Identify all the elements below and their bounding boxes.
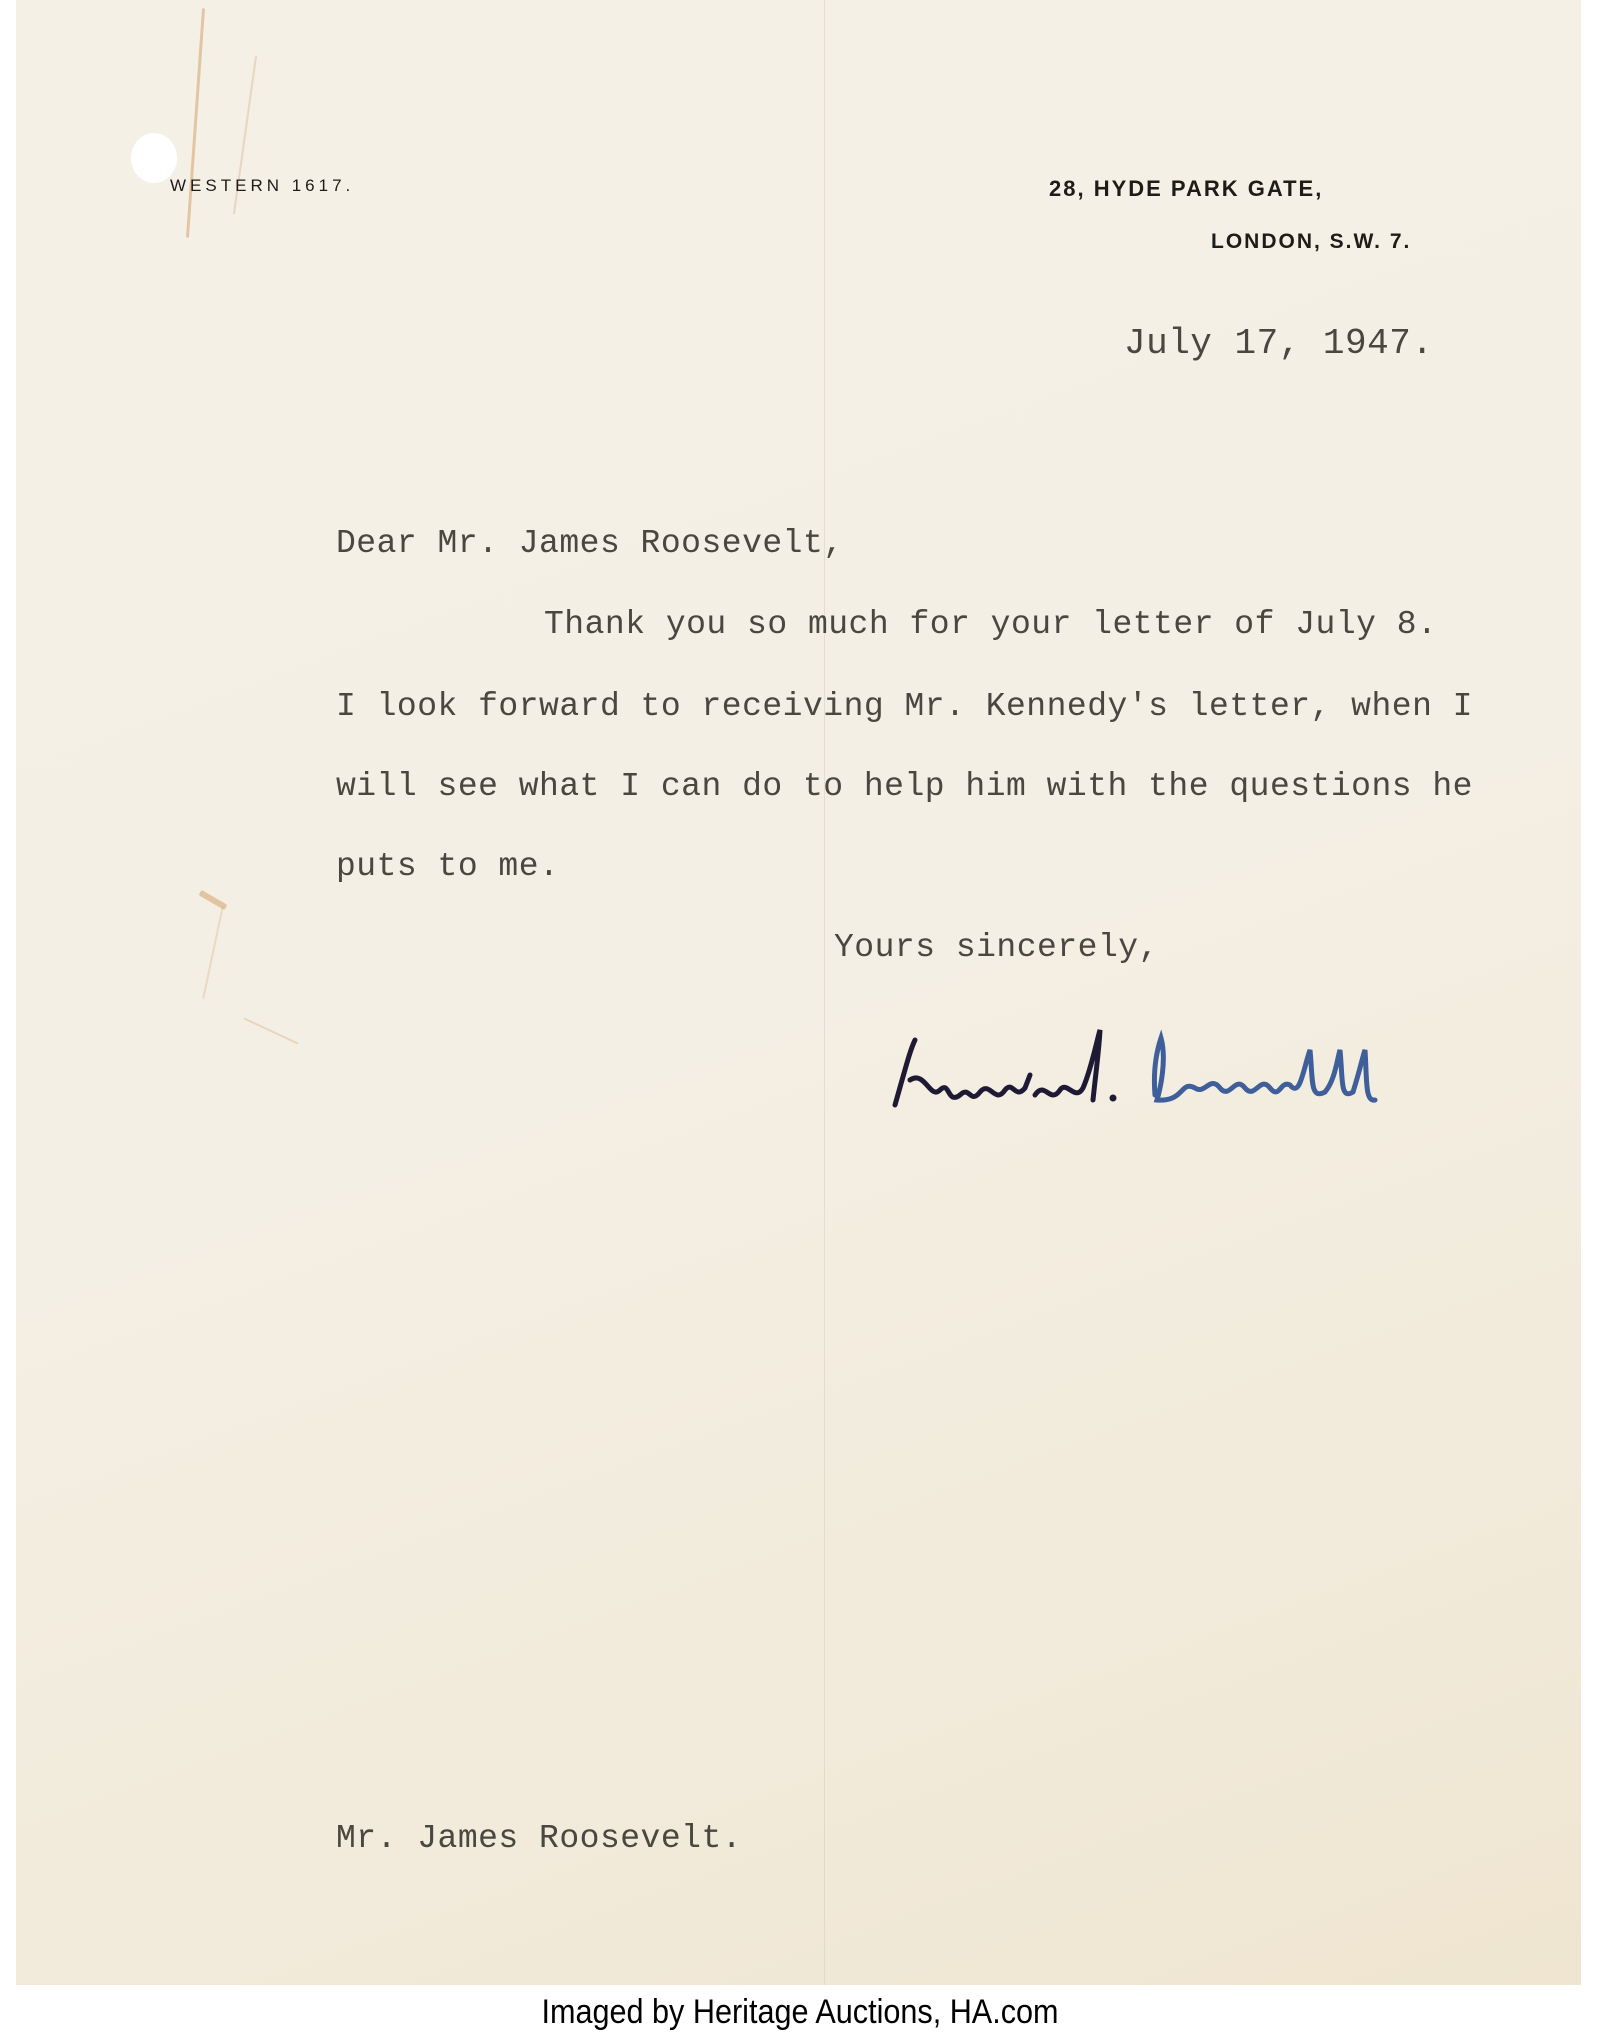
body-line: will see what I can do to help him with the questions he	[336, 768, 1473, 805]
image-credit: Imaged by Heritage Auctions, HA.com	[541, 1993, 1059, 2031]
letter-date: July 17, 1947.	[1124, 323, 1434, 364]
closing: Yours sincerely,	[834, 929, 1159, 966]
handwritten-signature	[885, 1010, 1485, 1120]
addressee: Mr. James Roosevelt.	[336, 1820, 743, 1857]
salutation: Dear Mr. James Roosevelt,	[336, 525, 844, 562]
body-line: Thank you so much for your letter of July 8.	[544, 606, 1438, 643]
letterhead-phone: WESTERN 1617.	[170, 176, 355, 195]
rust-stain	[243, 1017, 298, 1044]
letterhead-address-line2: LONDON, S.W. 7.	[1211, 230, 1412, 253]
fold-crease	[824, 0, 825, 1985]
letterhead-address-line1: 28, HYDE PARK GATE,	[1049, 176, 1324, 201]
body-line: I look forward to receiving Mr. Kennedy's letter, when I	[336, 688, 1473, 725]
rust-stain	[202, 906, 224, 999]
body-line: puts to me.	[336, 848, 560, 885]
letter-paper	[16, 0, 1581, 1985]
rust-stain	[186, 8, 205, 238]
